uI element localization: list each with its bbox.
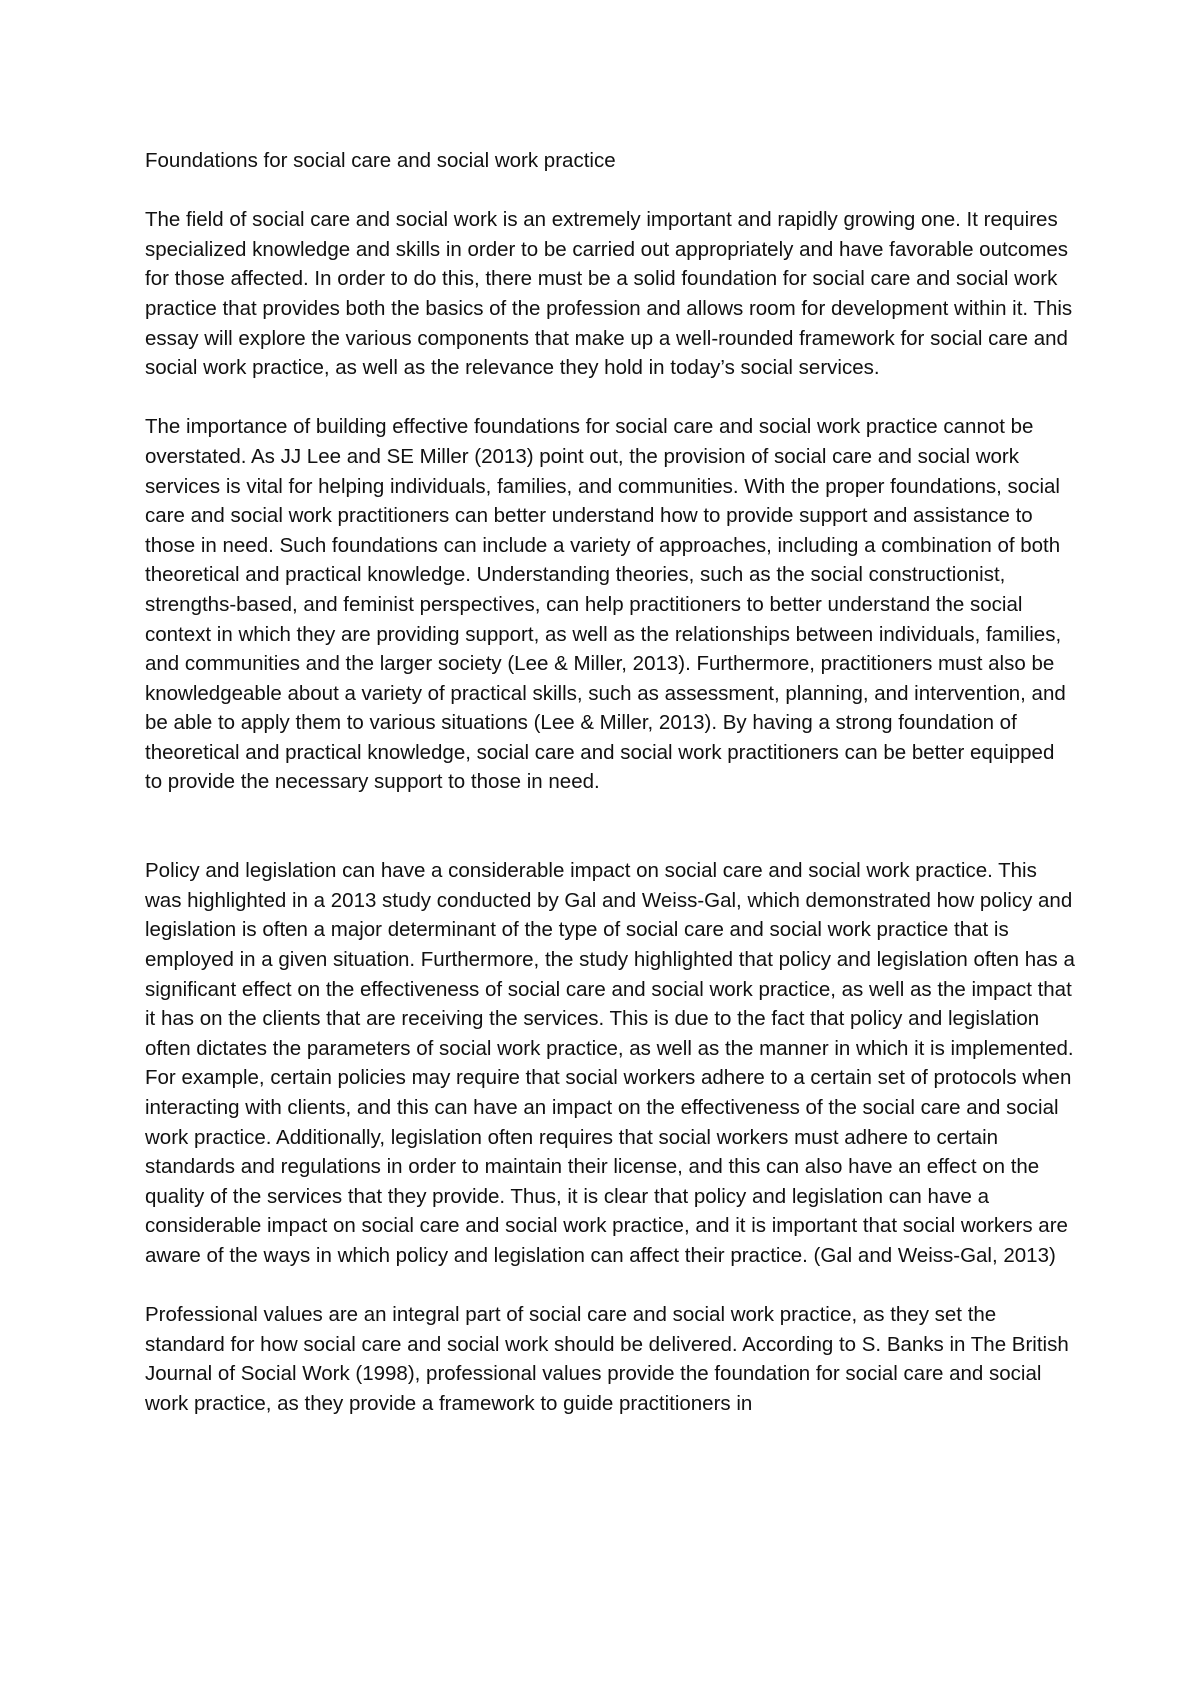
document-title: Foundations for social care and social work practice [145, 149, 616, 172]
blank-line [145, 827, 1075, 857]
paragraph-introduction: The field of social care and social work is an extremely important and rapidly growing one. It requires specialized knowledge and skills in order to be carried out appropriately and have favorable outcomes for those affected. In order to do this, there must be a solid foundation for social care and social work practice that provides both the basics of the profession and allows room for development within it. This essay will explore the various components that make up a well-rounded framework for social care and social work practice, as well as the relevance they hold in today’s social services. [145, 208, 1073, 380]
document-page [145, 146, 1075, 1448]
paragraph-foundations: The importance of building effective foundations for social care and social work practice cannot be overstated. As JJ Lee and SE Miller (2013) point out, the provision of social care and social work services is vital for helping individuals, families, and communities. With the proper foundations, social care and social work practitioners can better understand how to provide support and assistance to those in need. Such foundations can include a variety of approaches, including a combination of both theoretical and practical knowledge. Understanding theories, such as the social constructionist, strengths-based, and feminist perspectives, can help practitioners to better understand the social context in which they are providing support, as well as the relationships between individuals, families, and communities and the larger society (Lee & Miller, 2013). Furthermore, practitioners must also be knowledgeable about a variety of practical skills, such as assessment, planning, and intervention, and be able to apply them to various situations (Lee & Miller, 2013). By having a strong foundation of theoretical and practical knowledge, social care and social work practitioners can be better equipped to provide the necessary support to those in need. [145, 415, 1066, 794]
paragraph-policy-legislation: Policy and legislation can have a considerable impact on social care and social work practice. This was highlighted in a 2013 study conducted by Gal and Weiss-Gal, which demonstrated how policy and legislation is often a major determinant of the type of social care and social work practice that is employed in a given situation. Furthermore, the study highlighted that policy and legislation often has a significant effect on the effectiveness of social care and social work practice, as well as the impact that it has on the clients that are receiving the services. This is due to the fact that policy and legislation often dictates the parameters of social work practice, as well as the manner in which it is implemented. For example, certain policies may require that social workers adhere to a certain set of protocols when interacting with clients, and this can have an impact on the effectiveness of the social care and social work practice. Additionally, legislation often requires that social workers must adhere to certain standards and regulations in order to maintain their license, and this can also have an effect on the quality of the services that they provide. Thus, it is clear that policy and legislation can have a considerable impact on social care and social work practice, and it is important that social workers are aware of the ways in which policy and legislation can affect their practice. (Gal and Weiss-Gal, 2013) [145, 859, 1075, 1267]
paragraph-professional-values: Professional values are an integral part of social care and social work practice, as they set the standard for how social care and social work should be delivered. According to S. Banks in The British Journal of Social Work (1998), professional values provide the foundation for social care and social work practice, as they provide a framework to guide practitioners in [145, 1303, 1069, 1415]
